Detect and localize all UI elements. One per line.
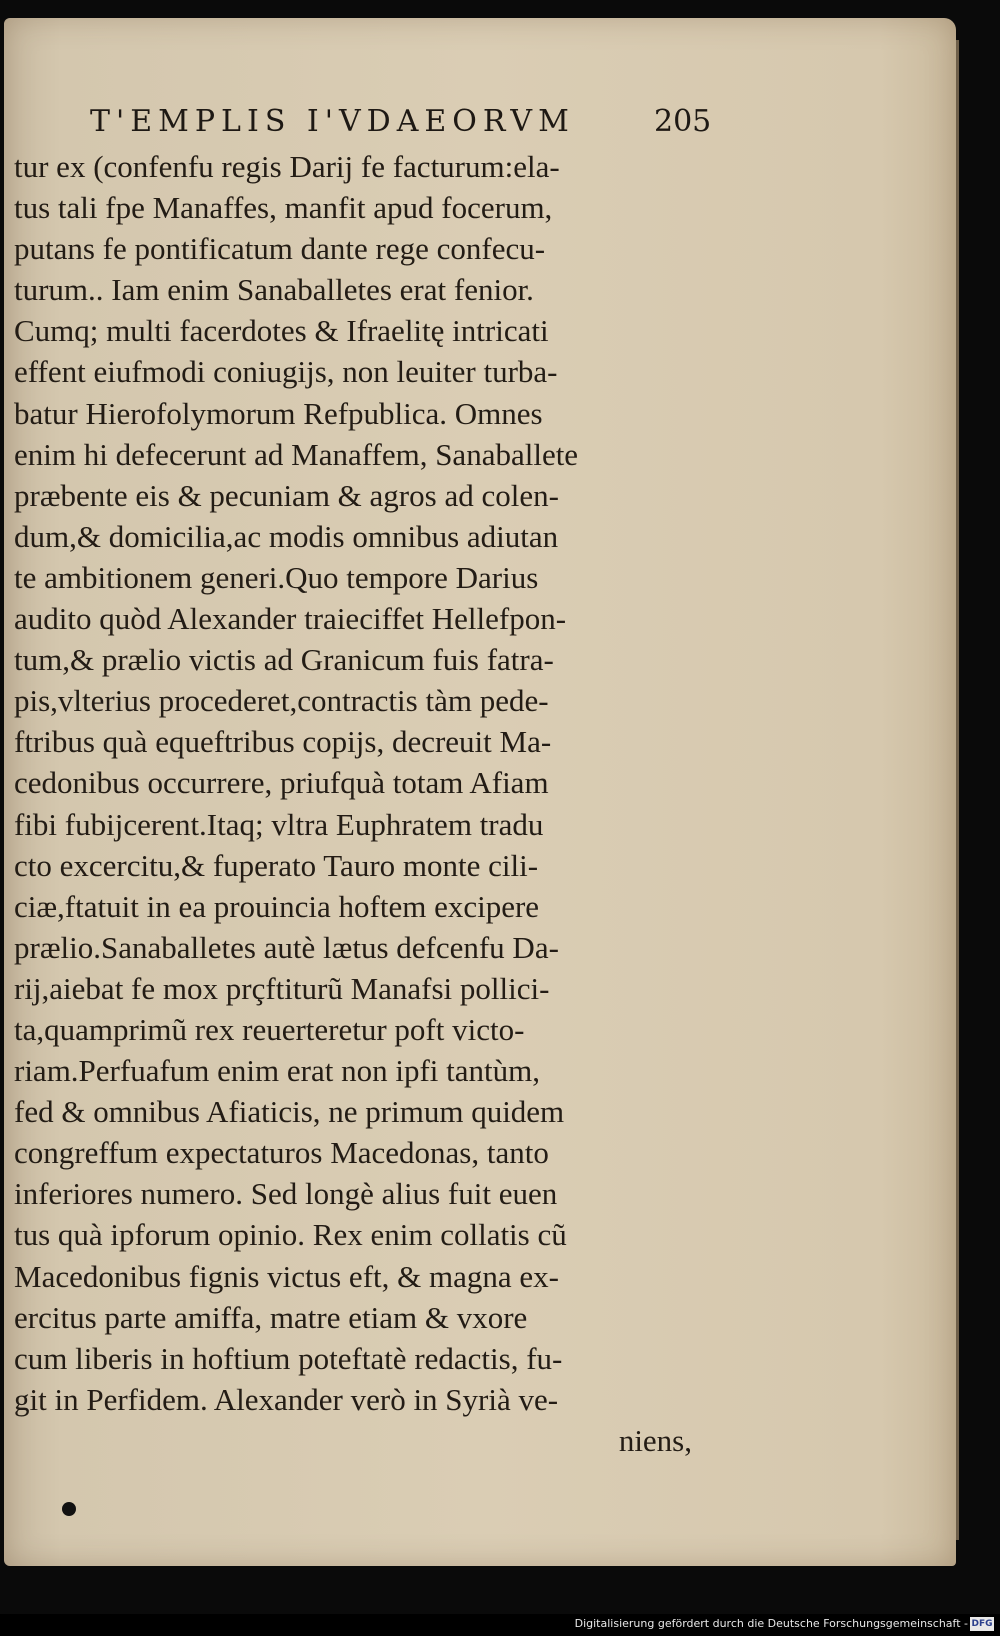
text-line: audito quòd Alexander traieciffet Hellefpon- xyxy=(14,601,567,637)
digitization-footer xyxy=(0,1614,1000,1636)
text-line: ta,quamprimũ rex reuerteretur poft victo- xyxy=(14,1011,525,1047)
text-line: ftribus quà equeftribus copijs, decreuit Ma- xyxy=(14,724,552,760)
text-line: tum,& prælio victis ad Granicum fuis fatra- xyxy=(14,642,554,678)
text-line: ciæ,ftatuit in ea prouincia hoftem excipere xyxy=(14,888,540,924)
text-line: cedonibus occurrere, priufquà totam Afiam xyxy=(14,765,549,801)
text-line: fibi fubijcerent.Itaq; vltra Euphratem tradu xyxy=(14,806,544,842)
text-line: te ambitionem generi.Quo tempore Darius xyxy=(14,559,539,595)
text-line: congreffum expectaturos Macedonas, tanto xyxy=(14,1135,549,1171)
text-line: cum liberis in hoftium poteftatè redactis, fu- xyxy=(14,1340,563,1376)
text-line: riam.Perfuafum enim erat non ipfi tantùm, xyxy=(14,1053,540,1089)
text-line: tus quà ipforum opinio. Rex enim collatis cũ xyxy=(14,1217,567,1253)
text-line: git in Perfidem. Alexander verò in Syrià ve- xyxy=(14,1381,559,1417)
text-line: turum.. Iam enim Sanaballetes erat fenior. xyxy=(14,272,534,308)
text-line: ercitus parte amiffa, matre etiam & vxore xyxy=(14,1299,528,1335)
text-line: tur ex (confenfu regis Darij fe facturum:ela- xyxy=(14,149,560,184)
text-line: rij,aiebat fe mox prçftiturũ Manafsi pollici- xyxy=(14,970,550,1006)
running-head: T'EMPLIS I'VDAEORVM xyxy=(90,104,575,139)
page-number: 205 xyxy=(654,104,712,139)
catchword: niens, xyxy=(618,1422,692,1458)
text-line: pis,vlterius procederet,contractis tàm pede- xyxy=(14,683,549,719)
text-line: fed & omnibus Afiaticis, ne primum quidem xyxy=(14,1094,565,1130)
printed-dot xyxy=(62,1502,76,1516)
text-line: enim hi defecerunt ad Manaffem, Sanaballete xyxy=(14,436,579,472)
text-line: inferiores numero. Sed longè alius fuit euen xyxy=(14,1176,558,1212)
text-line: præbente eis & pecuniam & agros ad colen- xyxy=(14,477,559,513)
page-edge xyxy=(956,40,959,1540)
text-line: Macedonibus fignis victus eft, & magna ex- xyxy=(14,1258,559,1294)
text-line: cto excercitu,& fuperato Tauro monte cili- xyxy=(14,847,539,883)
text-line: dum,& domicilia,ac modis omnibus adiutan xyxy=(14,518,559,554)
dfg-logo: DFG xyxy=(971,1619,993,1629)
page-header xyxy=(0,104,1000,152)
text-line: putans fe pontificatum dante rege confecu- xyxy=(14,231,546,267)
body-text xyxy=(14,146,704,1461)
text-line: tus tali fpe Manaffes, manfit apud focerum, xyxy=(14,190,553,226)
funding-credit: Digitalisierung gefördert durch die Deutsche Forschungsgemeinschaft - xyxy=(574,1617,968,1630)
text-line: effent eiufmodi coniugijs, non leuiter turba- xyxy=(14,354,558,390)
text-line: prælio.Sanaballetes autè lætus defcenfu Da- xyxy=(14,929,559,965)
text-line: batur Hierofolymorum Refpublica. Omnes xyxy=(14,395,543,431)
text-line: Cumq; multi facerdotes & Ifraelitę intricati xyxy=(14,313,549,349)
